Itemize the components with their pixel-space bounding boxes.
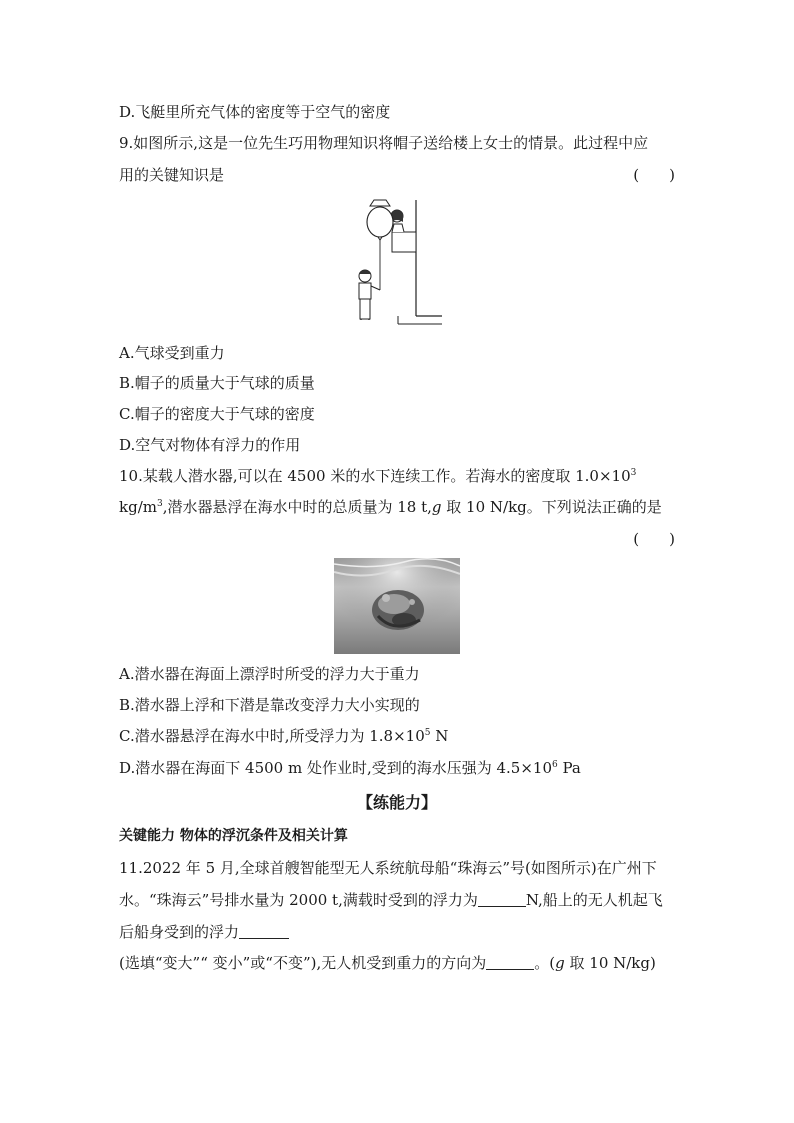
- q10-option-c-text: C.潜水器悬浮在海水中时,所受浮力为 1.8×10: [119, 727, 425, 745]
- q8-option-d: D.飞艇里所充气体的密度等于空气的密度: [119, 103, 391, 121]
- q11-line4-text: (选填“变大”“ 变小”或“不变”),无人机受到重力的方向为: [119, 954, 487, 972]
- q9-stem-text: 用的关键知识是: [119, 166, 225, 184]
- q10-stem-line2: [119, 497, 675, 517]
- q11-line3: [119, 922, 675, 942]
- q10-unit: kg/m: [119, 498, 157, 516]
- q11-line3-text: 后船身受到的浮力: [119, 923, 240, 941]
- q10-option-d-sup: 6: [552, 760, 558, 770]
- q10-option-b: B.潜水器上浮和下潜是靠改变浮力大小实现的: [119, 696, 420, 714]
- q10-unit-sup: 3: [156, 499, 163, 509]
- q9-option-a: A.气球受到重力: [119, 344, 225, 362]
- q9-option-b: B.帽子的质量大于气球的质量: [119, 374, 315, 392]
- q11-blank-change[interactable]: [239, 924, 289, 939]
- q10-g-symbol: g: [431, 498, 442, 516]
- q10-option-a: A.潜水器在海面上漂浮时所受的浮力大于重力: [119, 665, 420, 683]
- q9-stem-line1: 9.如图所示,这是一位先生巧用物理知识将帽子送给楼上女士的情景。此过程中应: [119, 134, 649, 152]
- q10-option-d-unit: Pa: [557, 759, 581, 777]
- q9-stem-line2: [119, 165, 675, 185]
- q9-answer-paren: ( ): [633, 166, 675, 184]
- q10-stem-line1: [119, 466, 675, 486]
- q11-line1: 11.2022 年 5 月,全球首艘智能型无人系统航母船“珠海云”号(如图所示)在广州下: [119, 859, 657, 877]
- q10-option-d: [119, 758, 675, 778]
- q11-g-symbol: g: [555, 954, 565, 972]
- q10-option-d-text: D.潜水器在海面下 4500 m 处作业时,受到的海水压强为 4.5×10: [119, 759, 553, 777]
- q10-stem-text: 10.某载人潜水器,可以在 4500 米的水下连续工作。若海水的密度取 1.0×10: [119, 467, 631, 485]
- q11-blank-direction[interactable]: [486, 955, 534, 970]
- q10-stem-text-b: ,潜水器悬浮在海水中时的总质量为 18 t,: [162, 498, 432, 516]
- q11-line2-text-b: N,船上的无人机起飞: [525, 891, 663, 909]
- q11-line2-text: 水。“珠海云”号排水量为 2000 t,满载时受到的浮力为: [119, 891, 478, 909]
- q10-option-c: [119, 726, 675, 746]
- q10-stem-sup: 3: [630, 468, 637, 478]
- q11-line4-text-c: 取 10 N/kg): [564, 954, 656, 972]
- q11-line2: [119, 890, 675, 910]
- q10-answer-paren: ( ): [633, 530, 675, 548]
- section-title: 【练能力】: [356, 793, 437, 812]
- q9-option-d: D.空气对物体有浮力的作用: [119, 436, 301, 454]
- q10-stem-text-c: 取 10 N/kg。下列说法正确的是: [441, 498, 662, 516]
- hat-balloon-illustration: [352, 196, 444, 326]
- q11-blank-buoyancy[interactable]: [478, 892, 526, 907]
- q11-line4: [119, 953, 675, 973]
- q11-line4-text-b: 。(: [534, 954, 556, 972]
- q10-option-c-sup: 5: [424, 728, 431, 738]
- q10-option-c-unit: N: [430, 727, 449, 745]
- q9-option-c: C.帽子的密度大于气球的密度: [119, 405, 315, 423]
- submersible-photo: [334, 558, 460, 654]
- subsection-title: 关键能力 物体的浮沉条件及相关计算: [119, 828, 348, 844]
